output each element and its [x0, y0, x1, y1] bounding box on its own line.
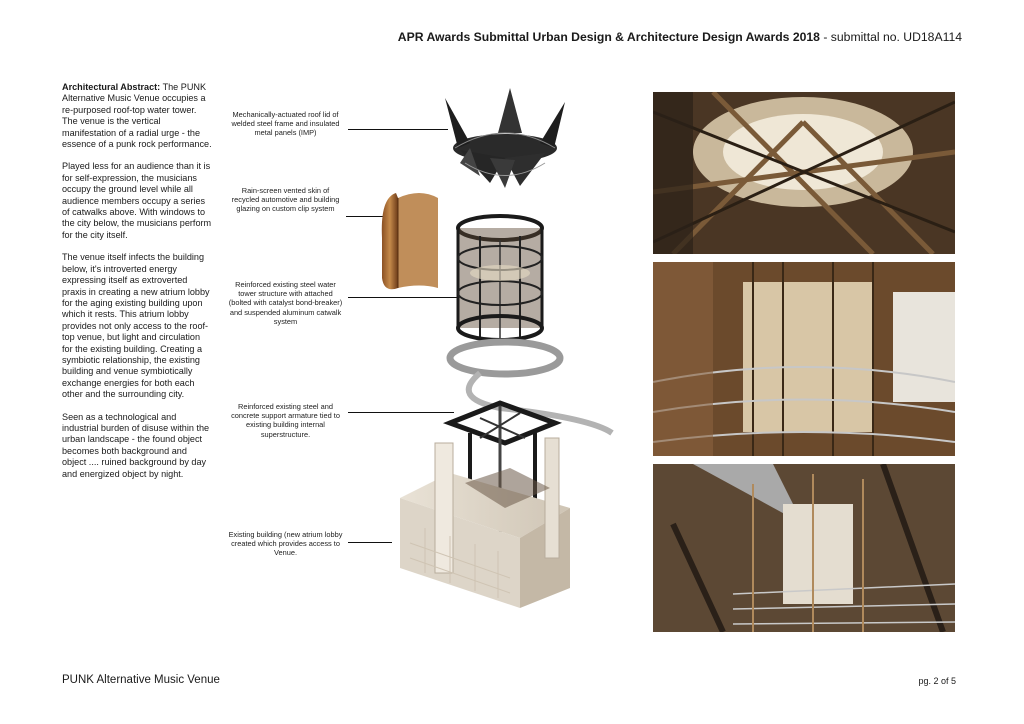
page-number: pg. 2 of 5 — [918, 676, 956, 686]
rendering-top-image — [653, 92, 955, 254]
annotation-support-armature: Reinforced existing steel and concrete support armature tied to existing building internal superstructure. — [231, 402, 340, 439]
annotation-water-tower: Reinforced existing steel water tower structure with attached (bolted with catalyst bond-breaker) and suspended aluminum catwalk system — [228, 280, 343, 326]
abstract-paragraph-1: Architectural Abstract: The PUNK Alternative Music Venue occupies a re-purposed roof-top water tower. The venue is the vertical manifestation of a radial urge - the essence of a punk rock performance. — [62, 82, 212, 150]
water-tower-structure — [458, 216, 542, 340]
annotation-skin: Rain-screen vented skin of recycled automotive and building glazing on custom clip system — [231, 186, 340, 214]
submittal-number: - submittal no. UD18A114 — [819, 30, 962, 44]
project-title: PUNK Alternative Music Venue — [62, 674, 220, 686]
rendering-middle-image — [653, 262, 955, 456]
abstract-lead: Architectural Abstract: — [62, 82, 161, 92]
rendering-view-up-to-roof — [653, 92, 955, 254]
rendering-interior-venue — [653, 262, 955, 456]
rain-screen-skin — [382, 193, 438, 289]
annotation-existing-building: Existing building (new atrium lobby created which provides access to Venue. — [228, 530, 343, 558]
abstract-paragraph-3: The venue itself infects the building below, it's introverted energy expressing itself as extroverted praxis in creating a new atrium lobby for the aging existing building upon which it rests. This atrium lobby provides not only access to the roof-top venue, but light and circulation for the existing building. Creating a symbiotic relationship, the existing building and venue symbiotically exchange energies for both each other and the surrounding city. — [62, 252, 210, 400]
annotation-roof-lid: Mechanically-actuated roof lid of welded steel frame and insulated metal panels (IMP) — [231, 110, 340, 138]
header-title: APR Awards Submittal Urban Design & Architecture Design Awards 2018 — [397, 30, 820, 44]
catwalk-ring — [450, 342, 612, 433]
page-header — [398, 30, 962, 44]
roof-lid — [445, 88, 565, 188]
architectural-abstract — [62, 82, 212, 491]
abstract-paragraph-2: Played less for an audience than it is for self-expression, the musicians occupy the ground level while all audience members occupy a series of catwalks above. With windows to the city below, the musicians perform for the city itself. — [62, 161, 212, 240]
rendering-bottom-image — [653, 464, 955, 632]
rendering-atrium-view — [653, 464, 955, 632]
abstract-paragraph-4: Seen as a technological and industrial burden of disuse within the urban landscape - the found object becomes both background and object .... ruined background by day and energized object by night. — [62, 411, 210, 479]
existing-building — [400, 438, 570, 608]
exploded-axonometric-diagram — [340, 88, 630, 608]
